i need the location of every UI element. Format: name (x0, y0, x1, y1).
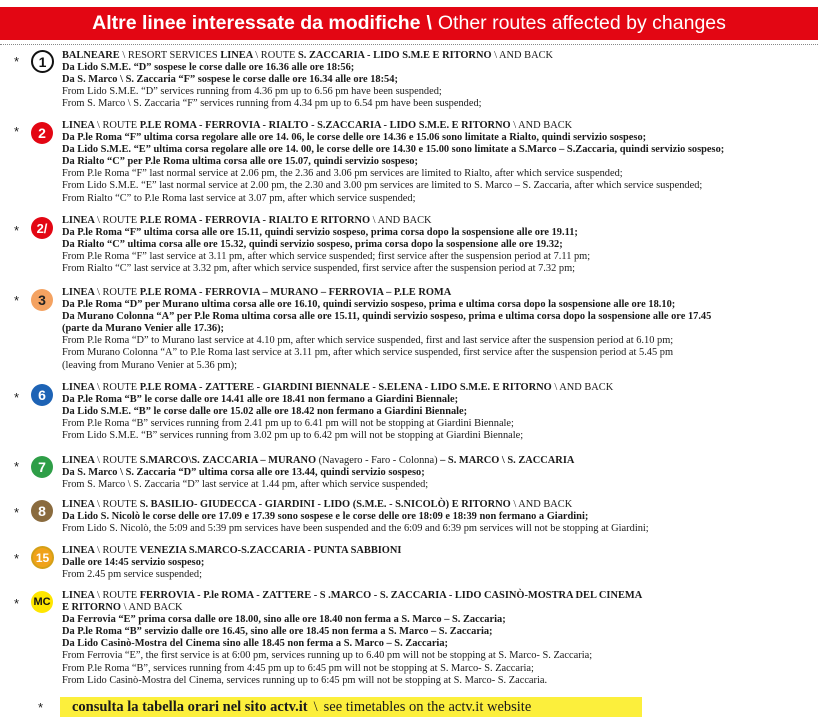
notice-en: From Rialto “C” last service at 3.32 pm, after which service suspended, first service after the suspension period at 7.32 pm; (62, 263, 576, 275)
notice-en: From P.le Roma “B” services running from 2.41 pm up to 6.41 pm will not be stopping at Giardini Biennale; (62, 418, 514, 430)
route-heading: LINEA \ ROUTE S. BASILIO- GIUDECCA - GIARDINI - LIDO (S.M.E. - S.NICOLÒ) E RITORNO \ AND BACK (62, 499, 573, 510)
route-marker: * (14, 551, 20, 566)
notice-en: From Lido S. Nicolò, the 5:09 and 5:39 pm services have been suspended and the 6:09 and 6:39 pm services will not be stopping at Giardini; (62, 523, 649, 535)
notice-en: From P.le Roma “B”, services running from 4:45 pm up to 6:45 pm will not be stopping at S. Marco- S. Zaccaria; (62, 662, 534, 674)
route-badge-3-icon: 3 (31, 289, 53, 311)
notice-it: Dalle ore 14:45 servizio sospeso; (62, 557, 205, 569)
notice-it: Da Murano Colonna “A” per P.le Roma ultima corsa alle ore 15.11, quindi servizio sospeso, prima e ultima corsa dopo la sospensione alle ore 17.45 (62, 311, 712, 323)
route-heading-continued: E RITORNO \ AND BACK (62, 602, 183, 614)
route-heading: LINEA \ ROUTE P.LE ROMA - FERROVIA - RIALTO - S.ZACCARIA - LIDO S.M.E. E RITORNO \ AND BACK (62, 120, 573, 131)
notice-it: Da Lido S.M.E. “E” ultima corsa regolare alle ore 14. 00, le corse delle ore 14.30 e 15.00 sono limitate a S.Marco – S.Zaccaria, quindi servizio sospeso; (62, 144, 725, 156)
notice-en: From Murano Colonna “A” to P.le Roma last service at 3.11 pm, after which service suspended, first service after the suspension period at 5.45 pm (62, 347, 674, 359)
notice-it: Da S. Marco \ S. Zaccaria “D” ultima corsa alle ore 13.44, quindi servizio sospeso; (62, 467, 425, 479)
route-marker: * (14, 505, 20, 520)
notice-en: From Lido S.M.E. “B” services running from 3.02 pm up to 6.42 pm will not be stopping at Giardini Biennale; (62, 430, 524, 442)
route-marker: * (14, 124, 20, 139)
footer-marker: * (38, 700, 44, 715)
route-marker: * (14, 596, 20, 611)
footer-separator: \ (313, 698, 318, 715)
route-heading: LINEA \ ROUTE S.MARCO\S. ZACCARIA – MURANO (Navagero - Faro - Colonna) – S. MARCO \ S. ZACCARIA (62, 455, 575, 466)
route-marker: * (14, 293, 20, 308)
notice-it: Da Rialto “C” per P.le Roma ultima corsa alle ore 15.07, quindi servizio sospeso; (62, 156, 418, 168)
notice-en: From P.le Roma “D” to Murano last service at 4.10 pm, after which service suspended, first and last service after the suspension period at 6.10 pm; (62, 335, 674, 347)
route-text (62, 545, 812, 581)
route-badge-1-icon: 1 (31, 50, 54, 73)
header-banner (0, 7, 818, 40)
header-title-it: Altre linee interessate da modifiche (92, 12, 421, 34)
notice-it: Da Lido S. Nicolò le corse delle ore 17.09 e 17.39 sono sospese e le corse delle ore 18:09 e 18:39 non fermano a Giardini; (62, 511, 589, 523)
notice-it: Da P.le Roma “D” per Murano ultima corsa alle ore 16.10, quindi servizio sospeso, prima e ultima corsa dopo la sospensione alle ore 18.10; (62, 299, 676, 311)
route-badge-mc-icon: MC (31, 591, 53, 613)
notice-en: From Rialto “C” to P.le Roma last service at 3.07 pm, after which service suspended; (62, 192, 416, 204)
notice-en: From 2.45 pm service suspended; (62, 569, 202, 581)
notice-en: From P.le Roma “F” last normal service at 2.06 pm, the 2.36 and 3.06 pm services are limited to Rialto, after which service suspended; (62, 168, 623, 180)
header-title-en: Other routes affected by changes (437, 12, 726, 34)
notice-en: From Lido Casinò-Mostra del Cinema, services running up to 6:45 pm will not be stopping at S. Marco- S. Zaccaria. (62, 674, 548, 686)
route-heading: LINEA \ ROUTE P.LE ROMA - FERROVIA – MURANO – FERROVIA – P.LE ROMA (62, 287, 452, 298)
notice-it: Da Lido Casinò-Mostra del Cinema sino alle 18.45 non ferma a S. Marco – S. Zaccaria; (62, 638, 448, 650)
notice-en: (leaving from Murano Venier at 5.36 pm); (62, 359, 237, 371)
notice-it: Da P.le Roma “F” ultima corsa regolare alle ore 14. 06, le corse delle ore 14.36 e 15.06 sono limitate a Rialto, quindi servizio sospeso; (62, 132, 647, 144)
route-badge-2-icon: 2 (31, 122, 53, 144)
route-text (62, 590, 812, 687)
notice-it: Da P.le Roma “F” ultima corsa alle ore 15.11, quindi servizio sospeso, prima corsa dopo la sospensione alle ore 19.11; (62, 227, 578, 239)
notice-en: From S. Marco \ S. Zaccaria “F” services running from 4.34 pm up to 6.54 pm have been suspended; (62, 98, 482, 110)
notice-it: Da P.le Roma “B” le corse dalle ore 14.41 alle ore 18.41 non fermano a Giardini Biennale; (62, 394, 459, 406)
route-heading: LINEA \ ROUTE P.LE ROMA - ZATTERE - GIARDINI BIENNALE - S.ELENA - LIDO S.M.E. E RITORNO \ AND BACK (62, 382, 614, 393)
notice-it: Da S. Marco \ S. Zaccaria “F” sospese le corse dalle ore 16.34 alle ore 18:54; (62, 74, 398, 86)
route-heading: BALNEARE \ RESORT SERVICES LINEA \ ROUTE S. ZACCARIA - LIDO S.M.E E RITORNO \ AND BACK (62, 50, 554, 61)
notice-it: Da P.le Roma “B” servizio dalle ore 16.45, sino alle ore 18.45 non ferma a S. Marco – S. Zaccaria; (62, 626, 493, 638)
route-text (62, 455, 812, 491)
route-marker: * (14, 223, 20, 238)
notice-it: Da Lido S.M.E. “B” le corse dalle ore 15.02 alle ore 18.42 non fermano a Giardini Biennale; (62, 406, 468, 418)
route-text (62, 215, 812, 275)
route-badge-6-icon: 6 (31, 384, 53, 406)
route-text (62, 382, 812, 442)
notice-it: Da Lido S.M.E. “D” sospese le corse dalle ore 16.36 alle ore 18:56; (62, 62, 355, 74)
footer-text-en: see timetables on the actv.it website (323, 698, 532, 715)
route-badge-15-icon: 15 (31, 546, 54, 569)
route-marker: * (14, 390, 20, 405)
route-text (62, 287, 812, 372)
notice-en: From Lido S.M.E. “D” services running from 4.36 pm up to 6.56 pm have been suspended; (62, 86, 442, 98)
notice-it: Da Rialto “C” ultima corsa alle ore 15.32, quindi servizio sospeso, prima corsa dopo la sospensione alle ore 19.32; (62, 239, 563, 251)
notice-en: From S. Marco \ S. Zaccaria “D” last service at 1.44 pm, after which service suspended; (62, 479, 429, 491)
header-divider (0, 44, 818, 45)
route-marker: * (14, 54, 20, 69)
route-text (62, 499, 812, 535)
route-text (62, 120, 812, 205)
route-text (62, 50, 812, 110)
route-badge-2-slash-icon: 2/ (31, 217, 53, 239)
route-badge-7-icon: 7 (31, 456, 53, 478)
notice-en: From P.le Roma “F” last service at 3.11 pm, after which service suspended; first service after the suspension period at 7.11 pm; (62, 251, 591, 263)
notice-it: (parte da Murano Venier alle 17.36); (62, 323, 225, 335)
notice-en: From Ferrovia “E”, the first service is at 6:00 pm, services running up to 6.40 pm will not be stopping at S. Marco- S. Zaccaria; (62, 650, 593, 662)
footer-text-it: consulta la tabella orari nel sito actv.it (72, 698, 308, 715)
route-heading: LINEA \ ROUTE VENEZIA S.MARCO-S.ZACCARIA - PUNTA SABBIONI (62, 545, 402, 556)
route-marker: * (14, 459, 20, 474)
route-heading: LINEA \ ROUTE FERROVIA - P.le ROMA - ZATTERE - S .MARCO - S. ZACCARIA - LIDO CASINÒ-MOSTRA DEL CINEMA (62, 590, 643, 601)
notice-en: From Lido S.M.E. “E” last normal service at 2.00 pm, the 2.30 and 3.00 pm services are limited to S. Marco – S. Zaccaria, after which service suspended; (62, 180, 703, 192)
notice-it: Da Ferrovia “E” prima corsa dalle ore 18.00, sino alle ore 18.40 non ferma a S. Marco – S. Zaccaria; (62, 614, 506, 626)
footer-banner (60, 697, 642, 717)
header-separator: \ (426, 12, 432, 34)
route-badge-8-icon: 8 (31, 500, 53, 522)
route-heading: LINEA \ ROUTE P.LE ROMA - FERROVIA - RIALTO E RITORNO \ AND BACK (62, 215, 432, 226)
